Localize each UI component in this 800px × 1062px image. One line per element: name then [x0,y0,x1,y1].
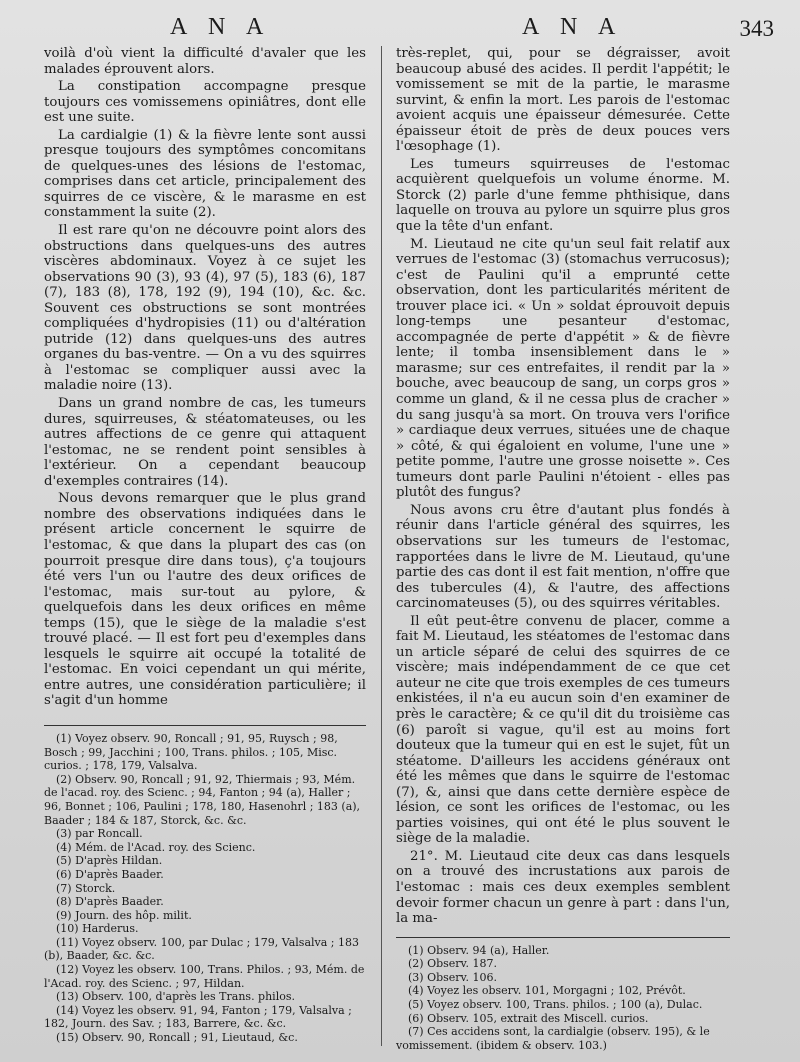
running-head-left: A N A [170,14,272,40]
footnote: (2) Observ. 90, Roncall ; 91, 92, Thiermais ; 93, Mém. de l'acad. roy. des Scienc. ; 94, Fanton ; 94 (a), Haller ; 96, Bonnet ; 106, Paulini ; 178, 180, Hasenohrl ; 183 (a), Baader ; 184 & 187, Storck, &c. &c. [44,772,361,827]
paragraph: M. Lieutaud ne cite qu'un seul fait relatif aux verrues de l'estomac (3) (stomachus verrucosus); c'est de Paulini qu'il a emprunté cette observation, dont les particularités méritent de trouver place ici. « Un » soldat éprouvoit depuis long-temps une pesanteur d'estomac, accompagnée de perte d'appétit » & de fièvre lente; il tomba insensiblement dans le » marasme; sur ces entrefaites, il rendit par la » bouche, avec beaucoup de sang, un corps gros » comme un gland, & il ne cessa plus de cracher » du sang jusqu'à sa mort. On trouva vers l'orifice » cardiaque deux verrues, situées une de chaque » côté, & qui égaloient en volume, l'une une » petite pomme, l'autre une grosse noisette ». Ces tumeurs dont parle Paulini n'étoient - elles pas plutôt des fungus? [396,236,730,501]
column-divider [381,46,382,1046]
page-header [0,14,800,44]
footnote: (11) Voyez observ. 100, par Dulac ; 179, Valsalva ; 183 (b), Baader, &c. &c. [44,935,359,963]
running-head-right: A N A [522,14,624,40]
footnote: (13) Observ. 100, d'après les Trans. philos. [56,990,295,1004]
footnote: (1) Voyez observ. 90, Roncall ; 91, 95, Ruysch ; 98, Bosch ; 99, Jacchini ; 100, Trans. philos. ; 105, Misc. curios. ; 178, 179, Valsalva. [44,731,338,773]
footnote: (1) Observ. 94 (a), Haller. [408,943,550,957]
left-body-text [44,46,366,709]
paragraph: Les tumeurs squirreuses de l'estomac acquièrent quelquefois un volume énorme. M. Storck (2) parle d'une femme phthisique, dans laquelle on trouva au pylore un squirre plus gros que la tête d'un enfant. [396,156,730,235]
footnote: (4) Mém. de l'Acad. roy. des Scienc. [56,840,256,854]
footnote: (14) Voyez les observ. 91, 94, Fanton ; 179, Valsalva ; 182, Journ. des Sav. ; 183, Barrere, &c. &c. [44,1003,352,1031]
paragraph: Il eût peut-être convenu de placer, comme a fait M. Lieutaud, les stéatomes de l'estomac dans un article séparé de celui des squirres de ce viscère; mais indépendamment de ce que cet auteur ne cite que trois exemples de ces tumeurs enkistées, il n'a eu aucun soin d'en examiner de près le caractère; & ce qu'il dit du troisième cas (6) paroît si vague, qu'il est au moins fort douteux que la tumeur qui en est le sujet, fût un stéatome. D'ailleurs les accidens généraux ont été les mêmes que dans le squirre de l'estomac (7), &, ainsi que dans cette dernière espèce de lésion, ce sont les orifices de l'estomac, ou les parties voisines, qui ont été le plus souvent le siège de la maladie. [396,613,730,847]
paragraph: La constipation accompagne presque toujours ces vomissemens opiniâtres, dont elle est une suite. [44,79,366,126]
footnote: (2) Observ. 187. [408,957,497,971]
page-number: 343 [739,16,774,41]
right-body-text [396,46,730,927]
footnote: (3) Observ. 106. [408,970,497,984]
footnote: (5) D'après Hildan. [56,854,163,868]
paragraph: Nous devons remarquer que le plus grand nombre des observations indiquées dans le présent article concernent le squirre de l'estomac, & que dans la plupart des cas (on pourroit presque dire dans tous), ç'a toujours été vers l'un ou l'autre des deux orifices de l'estomac, mais sur-tout au pylore, & quelquefois dans les deux orifices en même temps (15), que le siège de la maladie s'est trouvé placé. — Il est fort peu d'exemples dans lesquels le squirre ait occupé la totalité de l'estomac. En voici cependant un qui mérite, entre autres, une considération particulière; il s'agit d'un homme [44,491,366,709]
right-column [396,46,730,1052]
left-column [44,46,366,1045]
footnote: (7) Storck. [56,881,116,895]
footnote: (6) Observ. 105, extrait des Miscell. curios. [408,1011,649,1025]
paragraph: Nous avons cru être d'autant plus fondés à réunir dans l'article général des squirres, les observations sur les tumeurs de l'estomac, rapportées dans le livre de M. Lieutaud, qu'une partie des cas dont il est fait mention, n'offre que des tubercules (4), & l'autre, des affections carcinomateuses (5), ou des squirres véritables. [396,502,730,612]
footnote: (10) Harderus. [56,922,139,936]
left-footnotes [44,725,366,1045]
footnote: (12) Voyez les observ. 100, Trans. Philos. ; 93, Mém. de l'Acad. roy. des Scienc. ; 97, Hildan. [44,963,365,990]
footnote: (7) Ces accidens sont, la cardialgie (observ. 195), & le vomissement. (ibidem & observ. 103.) [396,1025,710,1052]
footnote: (5) Voyez observ. 100, Trans. philos. ; 100 (a), Dulac. [408,998,703,1011]
footnote: (3) par Roncall. [56,827,143,841]
footnote: (15) Observ. 90, Roncall ; 91, Lieutaud, &c. [56,1031,298,1045]
footnote: (9) Journ. des hôp. milit. [56,908,192,922]
paragraph: La cardialgie (1) & la fièvre lente sont aussi presque toujours des symptômes concomitans de quelques-unes des lésions de l'estomac, comprises dans cet article, principalement des squirres de ce viscère, & le marasme en est constamment la suite (2). [44,127,366,221]
paragraph: 21°. M. Lieutaud cite deux cas dans lesquels on a trouvé des incrustations aux parois de l'estomac : mais ces deux exemples semblent devoir former chacun un genre à part : dans l'un, la ma- [396,848,730,927]
paragraph: Dans un grand nombre de cas, les tumeurs dures, squirreuses, & stéatomateuses, ou les autres affections de ce genre qui attaquent l'estomac, ne se rendent point sensibles à l'extérieur. On a cependant beaucoup d'exemples contraires (14). [44,396,366,489]
paragraph: très-replet, qui, pour se dégraisser, avoit beaucoup abusé des acides. Il perdit l'appétit; le vomissement se mit de la partie, le marasme survint, & enfin la mort. Les parois de l'estomac avoient acquis une épaisseur démesurée. Cette épaisseur étoit de près de deux pouces vers l'œsophage (1). [396,46,730,155]
footnote-rule [396,937,730,938]
paragraph: voilà d'où vient la difficulté d'avaler que les malades éprouvent alors. [44,46,366,77]
paragraph: Il est rare qu'on ne découvre point alors des obstructions dans quelques-uns des autres viscères abdominaux. Voyez à ce sujet les observations 90 (3), 93 (4), 97 (5), 183 (6), 187 (7), 183 (8), 178, 192 (9), 194 (10), &c. &c. Souvent ces obstructions se sont montrées compliquées d'hydropisies (11) ou d'altération putride (12) dans quelques-uns des autres organes du bas-ventre. — On a vu des squirres à l'estomac se compliquer aussi avec la maladie noire (13). [44,223,366,394]
footnote-rule [44,725,366,726]
footnote: (8) D'après Baader. [56,895,164,909]
footnote: (6) D'après Baader. [56,867,164,881]
right-footnotes [396,937,730,1053]
footnote: (4) Voyez les observ. 101, Morgagni ; 102, Prévôt. [408,984,686,998]
